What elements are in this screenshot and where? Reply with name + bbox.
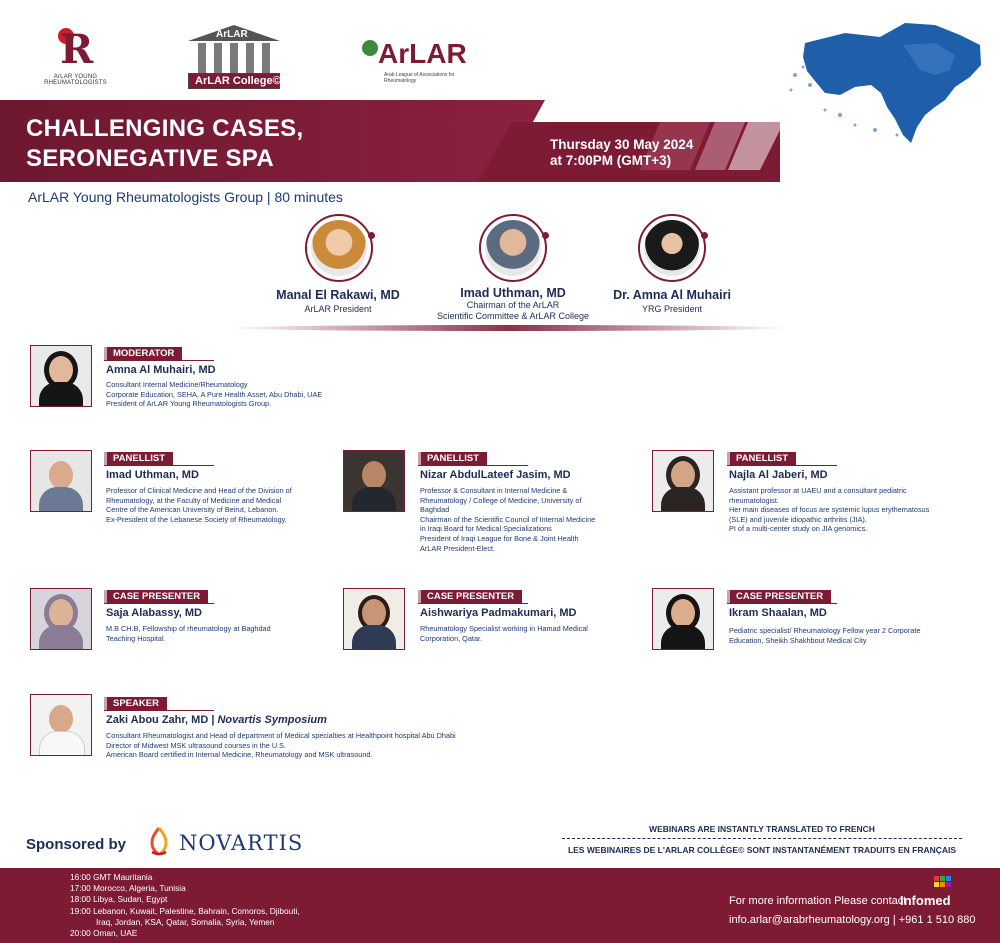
translation-note-en: WEBINARS ARE INSTANTLY TRANSLATED TO FRENCH bbox=[649, 824, 875, 834]
panellist-2-bio bbox=[420, 486, 627, 553]
bio-line: Professor & Consultant in Internal Medicine & bbox=[420, 486, 568, 495]
sponsor-name: NOVARTIS bbox=[179, 831, 304, 855]
bio-line: Ex-President of the Lebanese Society of Rheumatology. bbox=[106, 514, 287, 524]
contact-email-phone[interactable]: info.arlar@arabrheumatology.org | +961 1 510 880 bbox=[729, 914, 976, 926]
event-title-line2: SERONEGATIVE SPA bbox=[26, 145, 274, 172]
arlar-logo bbox=[362, 38, 467, 86]
young-rheumatologists-logo bbox=[28, 26, 123, 96]
panellist-1-tag: PANELLIST bbox=[104, 452, 173, 465]
translation-note-fr: LES WEBINAIRES DE L'ARLAR COLLÈGE© SONT INSTANTANÉMENT TRADUITS EN FRANÇAIS bbox=[567, 845, 957, 855]
bio-line: in Iraqi Board for Medical Specializations bbox=[420, 524, 552, 534]
speaker-bio bbox=[106, 731, 536, 760]
top-speaker-3-name: Dr. Amna Al Muhairi bbox=[613, 288, 731, 302]
arlar-logo-subtext: Arab League of Associations for Rheumatology bbox=[384, 72, 455, 84]
top-speaker-1-name: Manal El Rakawi, MD bbox=[276, 288, 400, 302]
top-speaker-1-role: ArLAR President bbox=[304, 304, 372, 314]
bio-line: Rheumatology Specialist working in Hamad Medical bbox=[420, 624, 588, 633]
tag-underline bbox=[727, 603, 837, 604]
college-logo-text: ArLAR College© bbox=[195, 75, 281, 87]
contact-label: For more information Please contact bbox=[729, 895, 907, 907]
timezone-line: 20:00 Oman, UAE bbox=[70, 928, 138, 939]
timezone-line: 16:00 GMT Mauritania bbox=[70, 872, 153, 882]
case-presenter-1-bio bbox=[106, 624, 308, 643]
panellist-1-name: Imad Uthman, MD bbox=[106, 469, 199, 481]
bio-line: Education, Sheikh Shakhbout Medical City bbox=[729, 635, 867, 645]
speaker-name-text: Zaki Abou Zahr, MD | bbox=[106, 714, 218, 726]
bio-line: Chairman of the Scientific Council of Internal Medicine bbox=[420, 514, 596, 524]
ring-dot-icon bbox=[542, 232, 549, 239]
bio-line: Baghdad bbox=[420, 505, 450, 515]
bio-line: President of Iraqi League for Bone & Joint Health bbox=[420, 533, 579, 543]
tag-underline bbox=[727, 465, 837, 466]
panellist-2-name: Nizar AbdulLateef Jasim, MD bbox=[420, 469, 571, 481]
bio-line: Consultant Internal Medicine/Rheumatology bbox=[106, 380, 248, 389]
bio-line: Her main diseases of focus are systemic lupus erythematosus bbox=[729, 505, 930, 515]
translation-divider bbox=[562, 838, 962, 839]
bio-line: Centre of the American University of Beirut, Lebanon. bbox=[106, 505, 279, 515]
novartis-logo-icon bbox=[146, 826, 172, 856]
panellist-3-photo bbox=[652, 450, 714, 512]
case-presenter-1-name: Saja Alabassy, MD bbox=[106, 607, 202, 619]
moderator-bio bbox=[106, 380, 366, 409]
panellist-1-bio bbox=[106, 486, 318, 524]
case-presenter-2-bio bbox=[420, 624, 627, 643]
case-presenter-3-tag: CASE PRESENTER bbox=[727, 590, 831, 603]
case-presenter-2-name: Aishwariya Padmakumari, MD bbox=[420, 607, 577, 619]
college-columns-icon bbox=[194, 43, 274, 73]
timezone-line: 18:00 Libya, Sudan, Egypt bbox=[70, 894, 168, 905]
bio-line: PI of a multi-center study on JIA genomics. bbox=[729, 524, 868, 534]
bio-line: rheumatologist. bbox=[729, 495, 779, 505]
bio-line: Professor of Clinical Medicine and Head of the Division of bbox=[106, 486, 292, 495]
panellist-3-bio bbox=[729, 486, 965, 534]
bio-line: Rheumatology / College of Medicine, University of bbox=[420, 495, 582, 505]
infomed-logo-icon bbox=[934, 876, 952, 892]
event-datetime bbox=[550, 137, 693, 169]
panellist-2-tag: PANELLIST bbox=[418, 452, 487, 465]
yr-logo-text: ArLAR YOUNG RHEUMATOLOGISTS bbox=[44, 74, 107, 86]
case-presenter-1-photo bbox=[30, 588, 92, 650]
case-presenter-3-name: Ikram Shaalan, MD bbox=[729, 607, 827, 619]
speaker-symposium: Novartis Symposium bbox=[217, 714, 327, 726]
bio-line: President of ArLAR Young Rheumatologists Group. bbox=[106, 399, 272, 409]
event-subtitle: ArLAR Young Rheumatologists Group | 80 minutes bbox=[28, 189, 343, 205]
yr-monogram-icon: R bbox=[60, 26, 94, 73]
ring-dot-icon bbox=[701, 232, 708, 239]
moderator-name: Amna Al Muhairi, MD bbox=[106, 364, 216, 376]
bio-line: Assistant professor at UAEU and a consultant pediatric bbox=[729, 486, 907, 495]
bio-line: Corporation, Qatar. bbox=[420, 633, 483, 643]
event-date: Thursday 30 May 2024 bbox=[550, 137, 694, 152]
top-speaker-2-role bbox=[413, 300, 613, 322]
bio-line: Pediatric specialist/ Rheumatology Fellow year 2 Corporate bbox=[729, 626, 921, 635]
speaker-name bbox=[106, 714, 327, 726]
case-presenter-1-tag: CASE PRESENTER bbox=[104, 590, 208, 603]
ring-dot-icon bbox=[368, 232, 375, 239]
timezone-line: 19:00 Lebanon, Kuwait, Palestine, Bahrain, Comoros, Djibouti, bbox=[70, 905, 300, 916]
globe-icon bbox=[362, 40, 378, 56]
bio-line: American Board certified in Internal Medicine, Rheumatology and MSK ultrasound. bbox=[106, 750, 373, 760]
timezone-line: Iraq, Jordan, KSA, Qatar, Somalia, Syria, Yemen bbox=[96, 916, 275, 927]
panellist-1-photo bbox=[30, 450, 92, 512]
tag-underline bbox=[104, 710, 214, 711]
timezone-list bbox=[70, 872, 300, 939]
top-speaker-3-role: YRG President bbox=[641, 304, 703, 314]
case-presenter-3-photo bbox=[652, 588, 714, 650]
arab-world-map-icon bbox=[785, 15, 985, 155]
case-presenter-3-bio bbox=[729, 626, 965, 645]
tag-underline bbox=[418, 603, 528, 604]
bio-line: ArLAR President-Elect. bbox=[420, 543, 496, 553]
bio-line: (SLE) and juvenile idiopathic arthritis (JIA). bbox=[729, 514, 867, 524]
panellist-3-name: Najla Al Jaberi, MD bbox=[729, 469, 828, 481]
moderator-tag: MODERATOR bbox=[104, 347, 182, 360]
case-presenter-2-tag: CASE PRESENTER bbox=[418, 590, 522, 603]
bio-line: M.B CH.B, Fellowship of rheumatology at Baghdad bbox=[106, 624, 271, 633]
top-speaker-3-photo bbox=[638, 214, 706, 282]
panellist-2-photo bbox=[343, 450, 405, 512]
college-logo-band bbox=[188, 73, 280, 89]
college-logo-ar: ArLAR bbox=[216, 29, 248, 40]
event-title-line1: CHALLENGING CASES, bbox=[26, 115, 304, 142]
tag-underline bbox=[104, 465, 214, 466]
arlar-college-logo bbox=[188, 25, 280, 93]
top-speaker-2-photo bbox=[479, 214, 547, 282]
arlar-logo-text: ArLAR bbox=[378, 38, 467, 69]
speaker-tag: SPEAKER bbox=[104, 697, 167, 710]
bio-line: Corporate Education, SEHA, A Pure Health Asset, Abu Dhabi, UAE bbox=[106, 389, 323, 399]
bio-line: Consultant Rheumatologist and Head of department of Medical specialties at Healthpoint hospital Abu Dhabi bbox=[106, 731, 456, 740]
top-speaker-2-role-line1: Chairman of the ArLAR bbox=[466, 300, 560, 310]
timezone-line: 17:00 Morocco, Algeria, Tunisia bbox=[70, 883, 186, 894]
bio-line: Director of Midwest MSK ultrasound courses in the U.S. bbox=[106, 740, 287, 750]
panellist-3-tag: PANELLIST bbox=[727, 452, 796, 465]
event-time: at 7:00PM (GMT+3) bbox=[550, 153, 672, 168]
case-presenter-2-photo bbox=[343, 588, 405, 650]
tag-underline bbox=[418, 465, 528, 466]
top-speaker-2-name: Imad Uthman, MD bbox=[460, 286, 566, 300]
sponsored-by-label: Sponsored by bbox=[26, 836, 127, 853]
event-title bbox=[26, 114, 303, 174]
infomed-brand: Infomed bbox=[900, 893, 951, 908]
bio-line: Teaching Hospital. bbox=[106, 633, 166, 643]
moderator-photo bbox=[30, 345, 92, 407]
tag-underline bbox=[104, 360, 214, 361]
bio-line: Rheumatology, at the Faculty of Medicine and Medical bbox=[106, 495, 282, 505]
tag-underline bbox=[104, 603, 214, 604]
speaker-photo bbox=[30, 694, 92, 756]
top-speaker-2-role-line2: Scientific Committee & ArLAR College bbox=[436, 311, 590, 321]
section-divider bbox=[230, 323, 790, 333]
top-speaker-1-photo bbox=[305, 214, 373, 282]
